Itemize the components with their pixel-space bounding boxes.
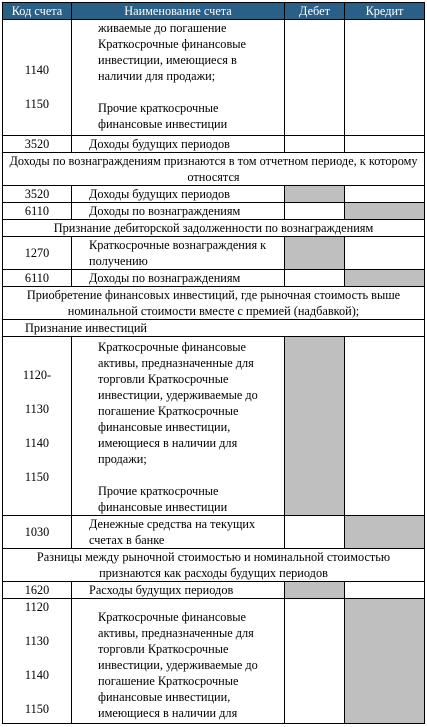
account-code: 1130 (24, 402, 50, 416)
credit-cell (345, 237, 425, 270)
table-row (3, 220, 425, 237)
header-credit: Кредит (345, 3, 425, 20)
table-row (3, 270, 425, 287)
account-name: Доходы по вознаграждениям (72, 270, 285, 287)
debit-cell (285, 20, 345, 136)
table-row (3, 599, 425, 724)
credit-cell (345, 20, 425, 136)
table-row (3, 549, 425, 582)
account-code: 3520 (3, 186, 72, 203)
header-name: Наименование счета (72, 3, 285, 20)
table-row (3, 337, 425, 516)
credit-cell (345, 186, 425, 203)
table-row (3, 203, 425, 220)
account-code: 1120 (24, 600, 50, 614)
account-code: 1140 (24, 436, 50, 450)
account-code-cell (3, 20, 72, 136)
table-row (3, 287, 425, 320)
credit-cell (345, 582, 425, 599)
debit-cell (285, 582, 345, 599)
account-name-cell (72, 20, 285, 136)
account-code: 1130 (24, 634, 50, 648)
entry-note: Доходы по вознаграждениям признаются в том отчетном периоде, к которому относятся (3, 153, 425, 186)
debit-cell (285, 337, 345, 516)
account-code: 1150 (24, 702, 50, 716)
accounting-entries-table (2, 2, 425, 724)
header-code: Код счета (3, 3, 72, 20)
account-code: 6110 (3, 270, 72, 287)
debit-cell (285, 203, 345, 220)
account-name: Прочие краткосрочные финансовые инвестиции (98, 101, 228, 131)
table-row (3, 153, 425, 186)
account-name: Прочие краткосрочные финансовые инвестиции (98, 484, 228, 514)
credit-cell (345, 270, 425, 287)
credit-cell (345, 136, 425, 153)
account-code-cell (3, 337, 72, 516)
debit-cell (285, 270, 345, 287)
table-row (3, 582, 425, 599)
account-code-cell (3, 599, 72, 724)
entry-note: Приобретение финансовых инвестиций, где рыночная стоимость выше номинальной стоимости вместе с премией (надбавкой); (3, 287, 425, 320)
table-row (3, 320, 425, 337)
account-name-cell (72, 337, 285, 516)
credit-cell (345, 203, 425, 220)
entry-note: Признание инвестиций (3, 320, 425, 337)
entry-note: Признание дебиторской задолженности по вознаграждениям (3, 220, 425, 237)
debit-cell (285, 237, 345, 270)
account-code: 1150 (24, 470, 50, 484)
debit-cell (285, 599, 345, 724)
credit-cell (345, 337, 425, 516)
entry-note: Разницы между рыночной стоимостью и номинальной стоимостью признаются как расходы будущих периодов (3, 549, 425, 582)
account-code: 1030 (3, 516, 72, 549)
account-name: Денежные средства на текущих счетах в банке (72, 516, 285, 549)
table-row (3, 516, 425, 549)
table-row (3, 237, 425, 270)
header-debit: Дебет (285, 3, 345, 20)
account-code: 3520 (3, 136, 72, 153)
account-code: 1620 (3, 582, 72, 599)
account-name: Краткосрочные финансовые активы, предназначенные для торговли Краткосрочные инвестиции, удерживаемые до погашение Краткосрочные финансовые инвестиции, имеющиеся в наличии для (98, 610, 258, 720)
table-row (3, 136, 425, 153)
table-row (3, 20, 425, 136)
account-name: Доходы будущих периодов (72, 136, 285, 153)
account-code: 6110 (3, 203, 72, 220)
account-code: 1150 (24, 96, 50, 111)
debit-cell (285, 516, 345, 549)
account-name: живаемые до погашение Краткосрочные финансовые инвестиции, имеющиеся в наличии для продажи; (98, 21, 246, 83)
account-name: Краткосрочные вознаграждения к получению (72, 237, 285, 270)
account-name: Краткосрочные финансовые активы, предназначенные для торговли Краткосрочные инвестиции, удерживаемые до погашение Краткосрочные финансовые инвестиции, имеющиеся в наличии для продажи; (98, 340, 258, 466)
credit-cell (345, 599, 425, 724)
account-code: 1120- (22, 368, 52, 382)
account-name: Доходы по вознаграждениям (72, 203, 285, 220)
account-name: Расходы будущих периодов (72, 582, 285, 599)
account-code: 1140 (24, 668, 50, 682)
account-name-cell (72, 599, 285, 724)
account-code: 1270 (3, 237, 72, 270)
account-name: Доходы будущих периодов (72, 186, 285, 203)
debit-cell (285, 186, 345, 203)
debit-cell (285, 136, 345, 153)
table-row (3, 186, 425, 203)
table-header-row (3, 3, 425, 20)
credit-cell (345, 516, 425, 549)
account-code: 1140 (24, 62, 50, 77)
